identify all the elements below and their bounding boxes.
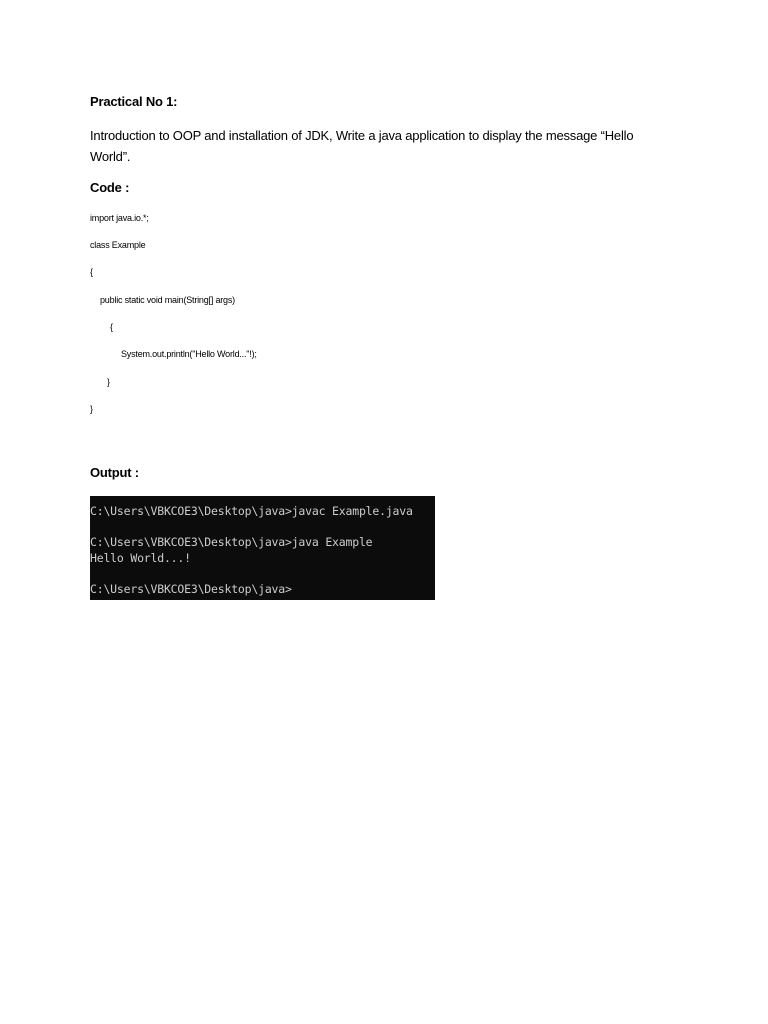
terminal-line-java: C:\Users\VBKCOE3\Desktop\java>java Example bbox=[90, 535, 373, 549]
terminal-line-prompt: C:\Users\VBKCOE3\Desktop\java> bbox=[90, 582, 292, 596]
code-line-close-brace: } bbox=[90, 404, 93, 414]
code-line-class: class Example bbox=[90, 240, 146, 250]
code-line-open-brace: { bbox=[90, 267, 93, 277]
terminal-line-hello-world: Hello World...! bbox=[90, 551, 191, 565]
terminal-output-screenshot bbox=[90, 496, 435, 600]
terminal-line-javac: C:\Users\VBKCOE3\Desktop\java>javac Example.java bbox=[90, 504, 413, 518]
code-line-main-open-brace: { bbox=[110, 322, 113, 332]
code-line-import: import java.io.*; bbox=[90, 213, 149, 223]
code-heading: Code : bbox=[90, 180, 130, 195]
code-line-println: System.out.println("Hello World..."!); bbox=[121, 349, 257, 359]
code-line-main: public static void main(String[] args) bbox=[100, 295, 235, 305]
practical-title: Practical No 1: bbox=[90, 94, 178, 109]
code-line-main-close-brace: } bbox=[107, 377, 110, 387]
output-heading: Output : bbox=[90, 465, 139, 480]
intro-text: Introduction to OOP and installation of JDK, Write a java application to display the message “Hello World”. bbox=[90, 128, 634, 164]
